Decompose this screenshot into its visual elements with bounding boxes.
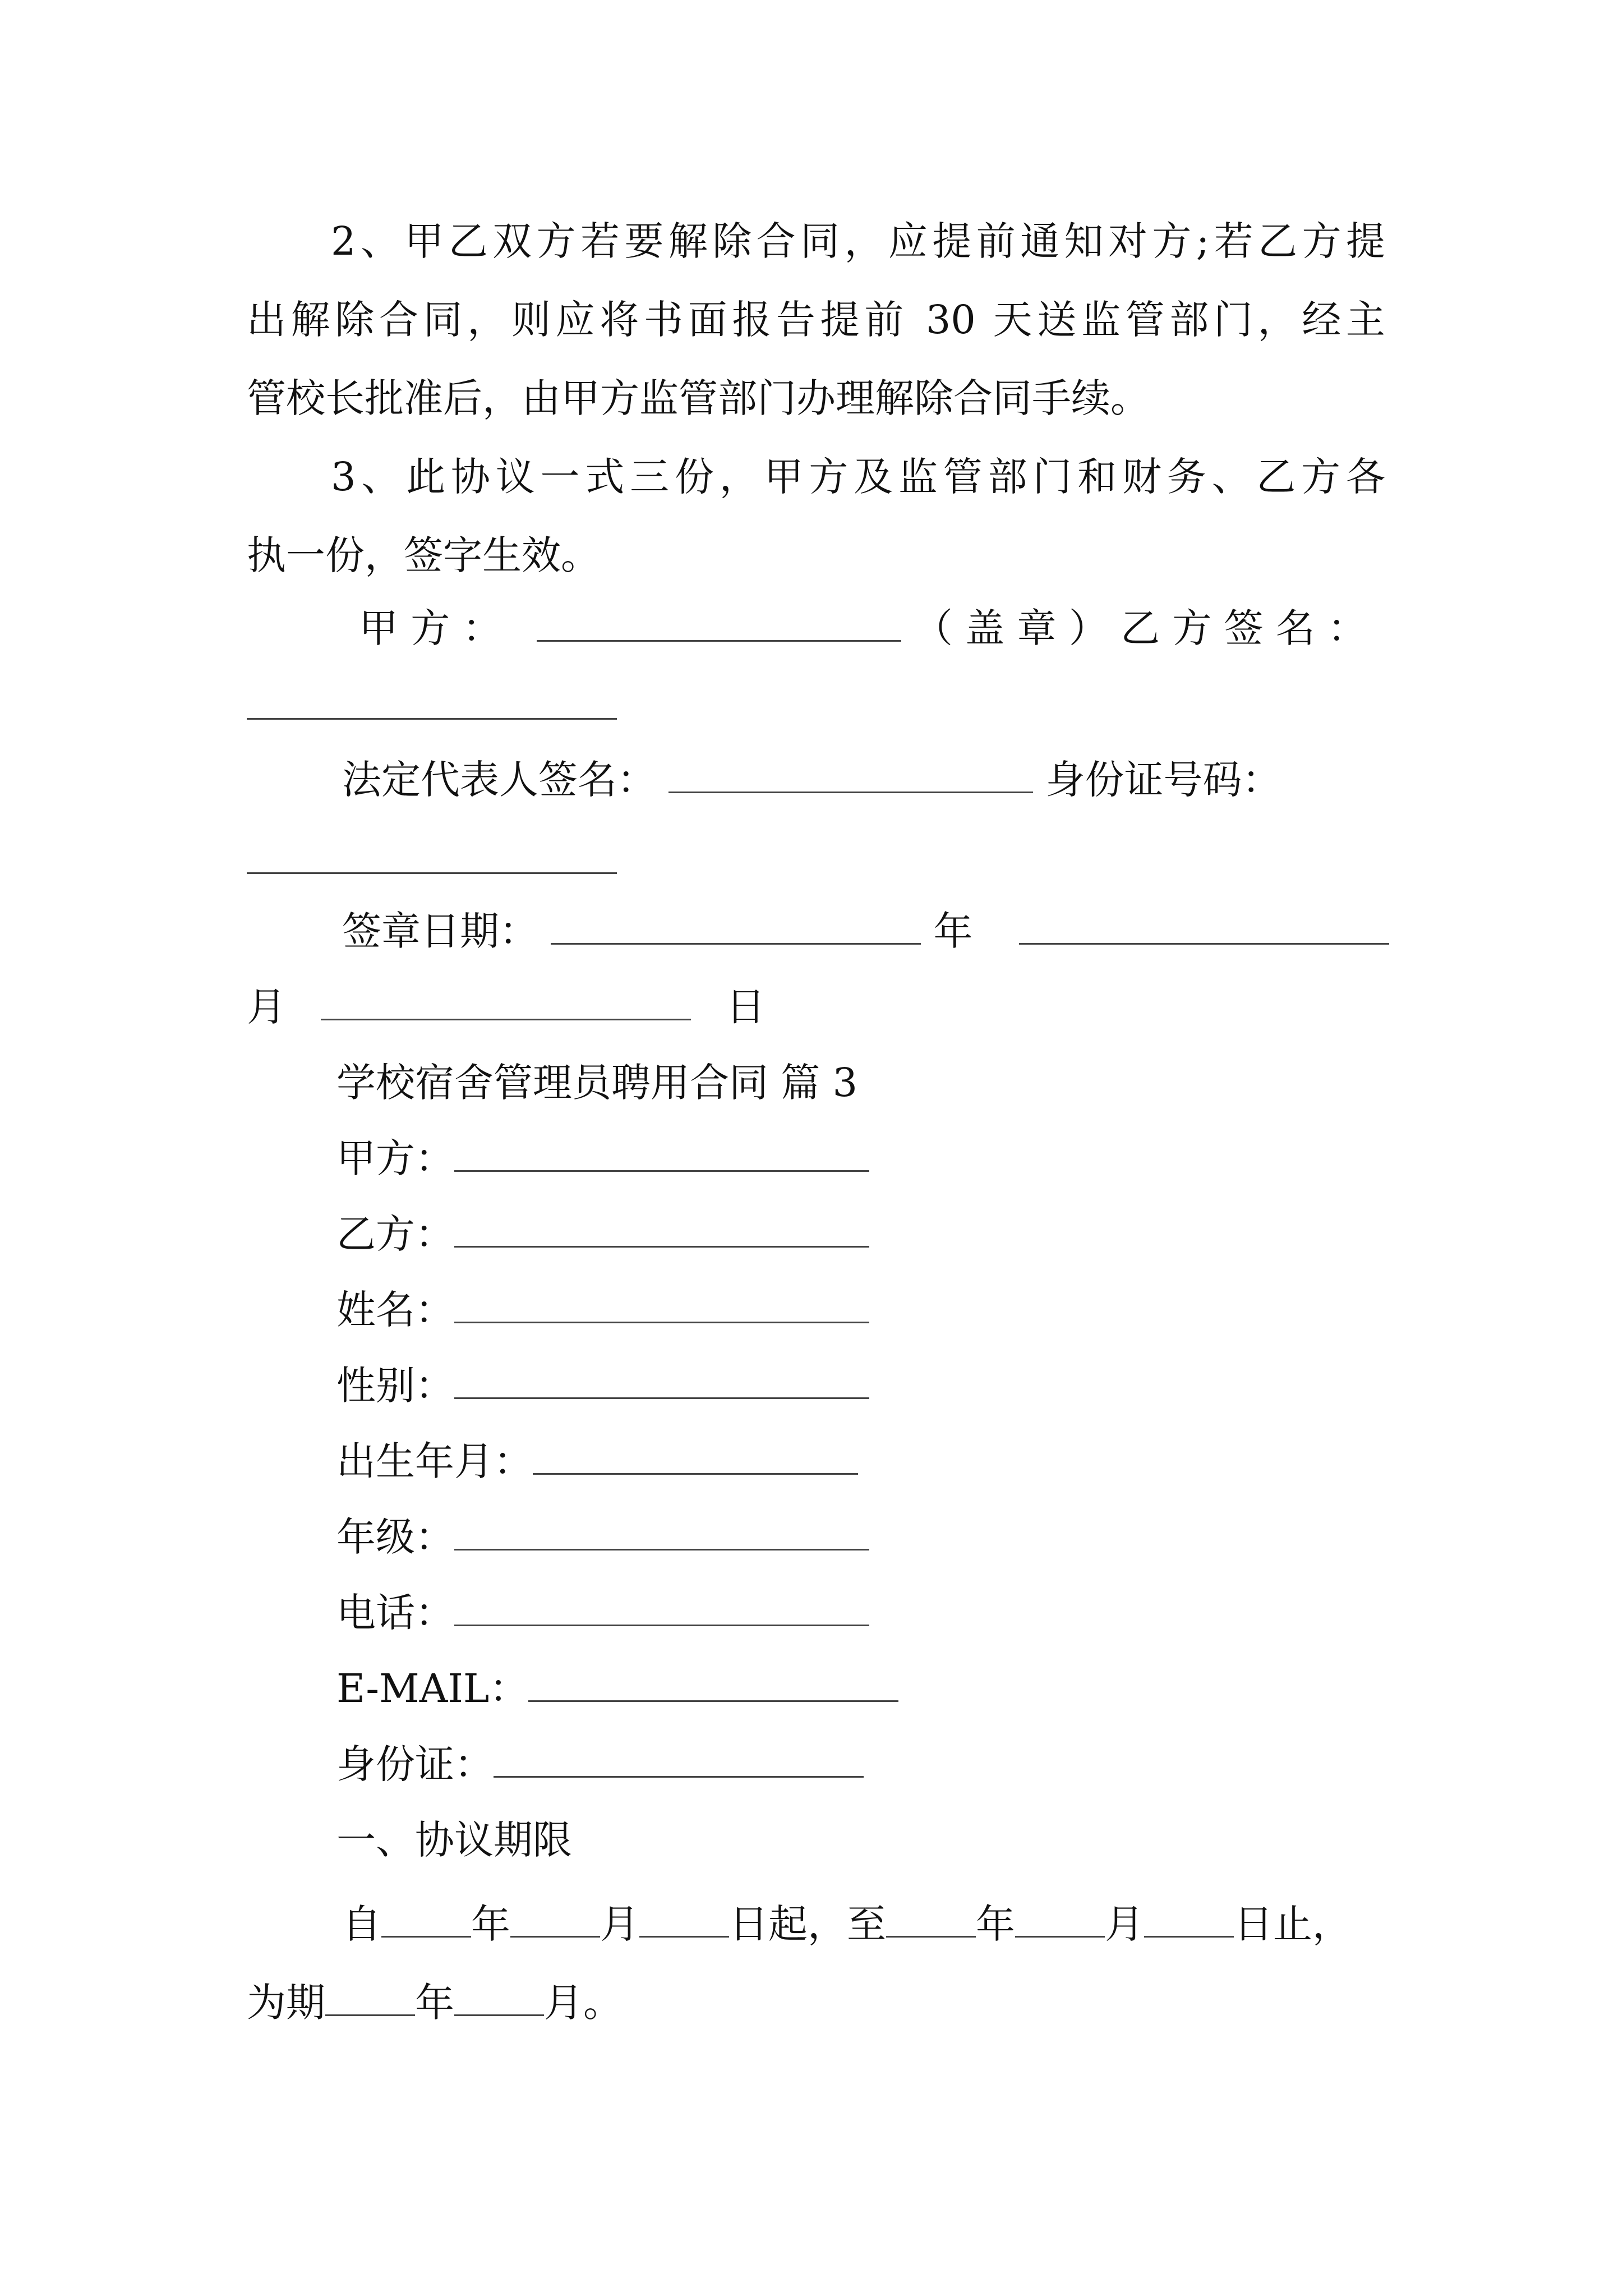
sign-date-month-blank[interactable] xyxy=(1019,909,1389,945)
term-row-2 xyxy=(247,1975,1385,2031)
sign-date-month: 月 xyxy=(247,984,286,1030)
term-period-month-blank[interactable] xyxy=(454,1981,544,2016)
sign-date-day: 日 xyxy=(726,984,766,1030)
term-period-year-blank[interactable] xyxy=(325,1981,415,2016)
field-blank[interactable] xyxy=(494,1742,864,1778)
term-start-month-blank[interactable] xyxy=(510,1902,600,1938)
field-blank[interactable] xyxy=(454,1212,869,1248)
field-blank[interactable] xyxy=(454,1364,869,1399)
term-start-year-blank[interactable] xyxy=(381,1902,471,1938)
field-label: E-MAIL： xyxy=(336,1665,529,1711)
paragraph-3-line-2: 执一份，签字生效。 xyxy=(247,532,600,578)
field-blank[interactable] xyxy=(454,1288,869,1323)
field-blank[interactable] xyxy=(454,1137,869,1172)
legal-rep-label: 法定代表人签名： xyxy=(342,757,656,803)
field-blank[interactable] xyxy=(528,1667,898,1702)
field-label: 出生年月： xyxy=(336,1438,533,1484)
sign-date-row xyxy=(247,903,1385,959)
paragraph-2-line-1: 2、甲乙双方若要解除合同，应提前通知对方;若乙方提 xyxy=(331,218,1385,264)
signature-party-a-row xyxy=(247,600,1385,656)
term-year-2: 年 xyxy=(976,1901,1015,1947)
field-label: 乙方： xyxy=(336,1211,454,1257)
term-start-day-blank[interactable] xyxy=(639,1902,729,1938)
field-email xyxy=(247,1660,1475,1717)
field-id-card xyxy=(247,1736,1475,1792)
sign-date-label: 签章日期： xyxy=(342,908,538,954)
field-label: 身份证： xyxy=(336,1741,494,1787)
field-label: 性别： xyxy=(336,1363,454,1409)
field-phone xyxy=(247,1585,1475,1641)
field-label: 姓名： xyxy=(336,1287,454,1333)
party-a-label: 甲 方 ： xyxy=(359,605,502,651)
id-number-label: 身份证号码： xyxy=(1045,757,1281,803)
section-3-title: 学校宿舍管理员聘用合同 篇 3 xyxy=(336,1060,858,1106)
field-label: 电话： xyxy=(336,1590,454,1636)
paragraph-3-line-1: 3、此协议一式三份，甲方及监管部门和财务、乙方各 xyxy=(331,454,1385,500)
term-month-2: 月 xyxy=(1105,1901,1144,1947)
sign-date-year-blank[interactable] xyxy=(551,909,921,945)
field-birth xyxy=(247,1433,1475,1489)
term-day-start: 日起，至 xyxy=(729,1901,886,1947)
term-heading: 一、协议期限 xyxy=(336,1817,572,1863)
paragraph-2-line-2: 出解除合同，则应将书面报告提前 30 天送监管部门，经主 xyxy=(247,297,1385,343)
field-grade xyxy=(247,1509,1475,1565)
id-number-blank[interactable] xyxy=(247,872,617,874)
term-day-end: 日止， xyxy=(1234,1901,1352,1947)
term-period: 为期 xyxy=(247,1980,325,2026)
party-b-sign-blank[interactable] xyxy=(247,718,617,720)
field-party-a xyxy=(247,1130,1475,1186)
term-end-year-blank[interactable] xyxy=(886,1902,976,1938)
sign-date-year: 年 xyxy=(933,908,973,954)
paragraph-2-line-3: 管校长批准后，由甲方监管部门办理解除合同手续。 xyxy=(247,375,1150,421)
term-month-3: 月。 xyxy=(544,1980,623,2026)
party-a-blank[interactable] xyxy=(537,606,901,642)
field-label: 甲方： xyxy=(336,1135,454,1181)
field-party-b xyxy=(247,1206,1475,1262)
field-blank[interactable] xyxy=(454,1591,869,1626)
field-name xyxy=(247,1282,1475,1338)
term-month: 月 xyxy=(600,1901,639,1947)
sign-date-row-2 xyxy=(247,979,1385,1035)
term-from: 自 xyxy=(342,1901,381,1947)
term-year-3: 年 xyxy=(415,1980,454,2026)
field-gender xyxy=(247,1358,1475,1414)
legal-rep-row xyxy=(247,752,1385,808)
legal-rep-blank[interactable] xyxy=(668,758,1033,793)
term-end-month-blank[interactable] xyxy=(1015,1902,1105,1938)
sign-date-day-blank[interactable] xyxy=(321,985,691,1020)
term-end-day-blank[interactable] xyxy=(1144,1902,1234,1938)
term-row-1 xyxy=(247,1896,1481,1952)
field-label: 年级： xyxy=(336,1514,454,1560)
field-blank[interactable] xyxy=(533,1439,858,1475)
term-year: 年 xyxy=(471,1901,510,1947)
party-b-sign-label: 乙 方 签 名 ： xyxy=(1121,605,1367,651)
seal-label: （ 盖 章 ） xyxy=(914,605,1108,651)
field-blank[interactable] xyxy=(454,1515,869,1550)
